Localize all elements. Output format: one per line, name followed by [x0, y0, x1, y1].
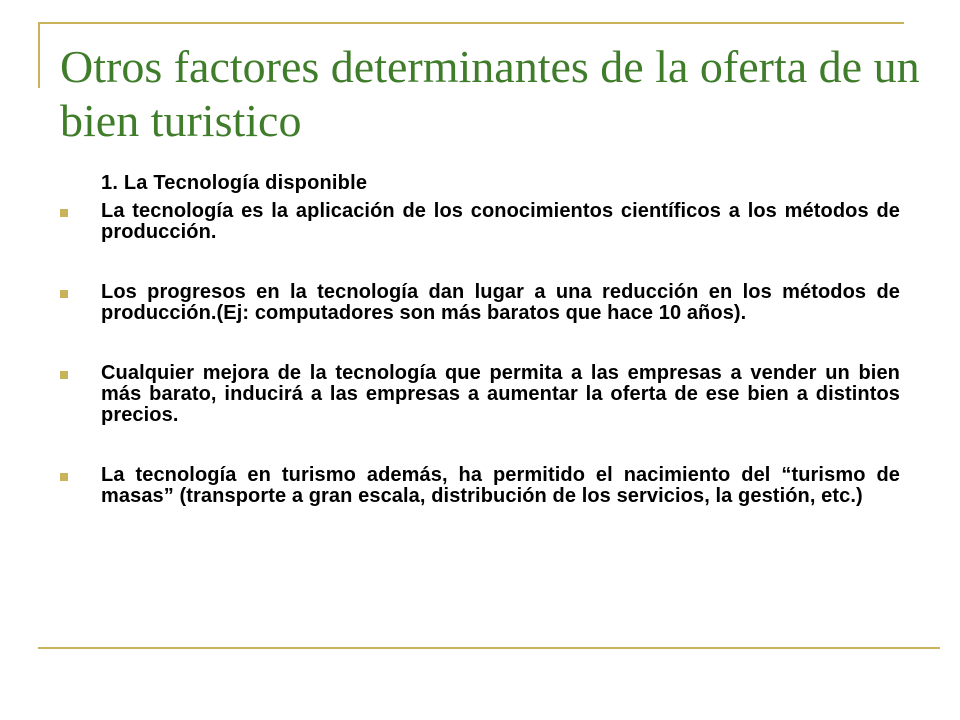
top-rule: [38, 22, 904, 24]
square-bullet-icon: [60, 290, 68, 298]
bottom-rule: [38, 647, 940, 649]
bullet-list: [60, 201, 900, 546]
bullet-item: [60, 363, 900, 426]
bullet-item: [60, 465, 900, 507]
square-bullet-icon: [60, 209, 68, 217]
left-rule: [38, 22, 40, 88]
bullet-item: [60, 282, 900, 324]
bullet-text: La tecnología es la aplicación de los conocimientos científicos a los métodos de producción.: [101, 200, 900, 243]
square-bullet-icon: [60, 473, 68, 481]
slide-title: Otros factores determinantes de la oferta de un bien turistico: [60, 41, 920, 146]
bullet-text: La tecnología en turismo además, ha permitido el nacimiento del “turismo de masas” (transporte a gran escala, distribución de los servicios, la gestión, etc.): [101, 464, 900, 507]
bullet-text: Los progresos en la tecnología dan lugar a una reducción en los métodos de producción.(Ej: computadores son más baratos que hace 10 años).: [101, 281, 900, 324]
bullet-item: [60, 201, 900, 243]
square-bullet-icon: [60, 371, 68, 379]
subheading: 1. La Tecnología disponible: [101, 172, 368, 194]
bullet-text: Cualquier mejora de la tecnología que permita a las empresas a vender un bien más barato, inducirá a las empresas a aumentar la oferta de ese bien a distintos precios.: [101, 362, 900, 426]
